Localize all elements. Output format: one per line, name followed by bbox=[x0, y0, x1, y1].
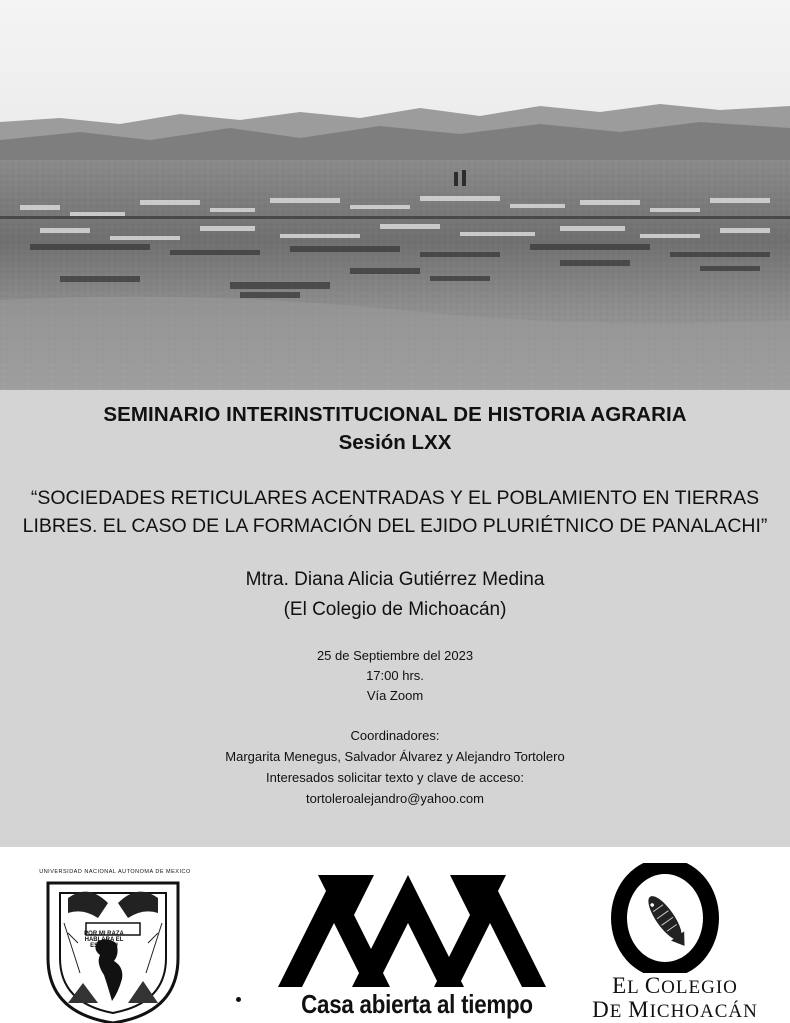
event-date: 25 de Septiembre del 2023 bbox=[316, 648, 474, 663]
colmich-word-de: E bbox=[609, 1001, 629, 1022]
event-time: 17:00 hrs. bbox=[366, 668, 424, 683]
talk-title bbox=[8, 484, 782, 540]
contact-email: tortoleroalejandro@yahoo.com bbox=[306, 791, 484, 806]
colmich-name-line-2 bbox=[560, 999, 790, 1023]
speaker-name: Mtra. Diana Alicia Gutiérrez Medina bbox=[245, 569, 545, 590]
speaker-block bbox=[0, 565, 790, 625]
logos-bar bbox=[0, 847, 790, 1023]
colmich-name-line-1 bbox=[560, 975, 790, 999]
event-info-panel bbox=[0, 390, 790, 847]
seminar-title: SEMINARIO INTERINSTITUCIONAL DE HISTORIA AGRARIA bbox=[103, 403, 687, 426]
access-request-text: Interesados solicitar texto y clave de acceso: bbox=[266, 770, 524, 785]
colmich-word-colegio: OLEGIO bbox=[661, 977, 738, 998]
unam-motto: POR MI RAZA HABLARA EL ESPIRITU bbox=[84, 931, 124, 949]
talk-title-line-2: LIBRES. EL CASO DE LA FORMACIÓN DEL EJIDO PLURIÉTNICO DE PANALACHI” bbox=[22, 515, 768, 537]
session-number: Sesión LXX bbox=[338, 431, 452, 454]
colmich-initial-d: D bbox=[592, 997, 610, 1022]
landscape-photo-icon bbox=[0, 0, 790, 390]
coordinators-names: Margarita Menegus, Salvador Álvarez y Alejandro Tortolero bbox=[225, 749, 565, 764]
colmich-word-el: L bbox=[627, 977, 645, 998]
unam-ring-text: UNIVERSIDAD NACIONAL AUTONOMA DE MEXICO bbox=[39, 869, 191, 875]
colmich-fish-icon bbox=[600, 863, 730, 973]
coordinators-label: Coordinadores: bbox=[350, 728, 440, 743]
uam-logo-icon bbox=[278, 875, 546, 987]
event-details bbox=[0, 646, 790, 706]
colmich-initial-c: C bbox=[644, 973, 662, 998]
coordination-block bbox=[0, 725, 790, 809]
uam-tagline: Casa abierta al tiempo bbox=[301, 989, 533, 1019]
event-venue: Vía Zoom bbox=[366, 688, 424, 703]
separator-dot bbox=[236, 997, 241, 1002]
talk-title-line-1: “SOCIEDADES RETICULARES ACENTRADAS Y EL POBLAMIENTO EN TIERRAS bbox=[30, 487, 760, 509]
header-photo bbox=[0, 0, 790, 390]
speaker-institution: (El Colegio de Michoacán) bbox=[283, 599, 507, 620]
colmich-initial-m: M bbox=[628, 997, 650, 1022]
colmich-initial-e: E bbox=[612, 973, 628, 998]
colmich-name bbox=[560, 975, 790, 1023]
colmich-word-michoacan: ICHOACÁN bbox=[649, 1001, 758, 1022]
